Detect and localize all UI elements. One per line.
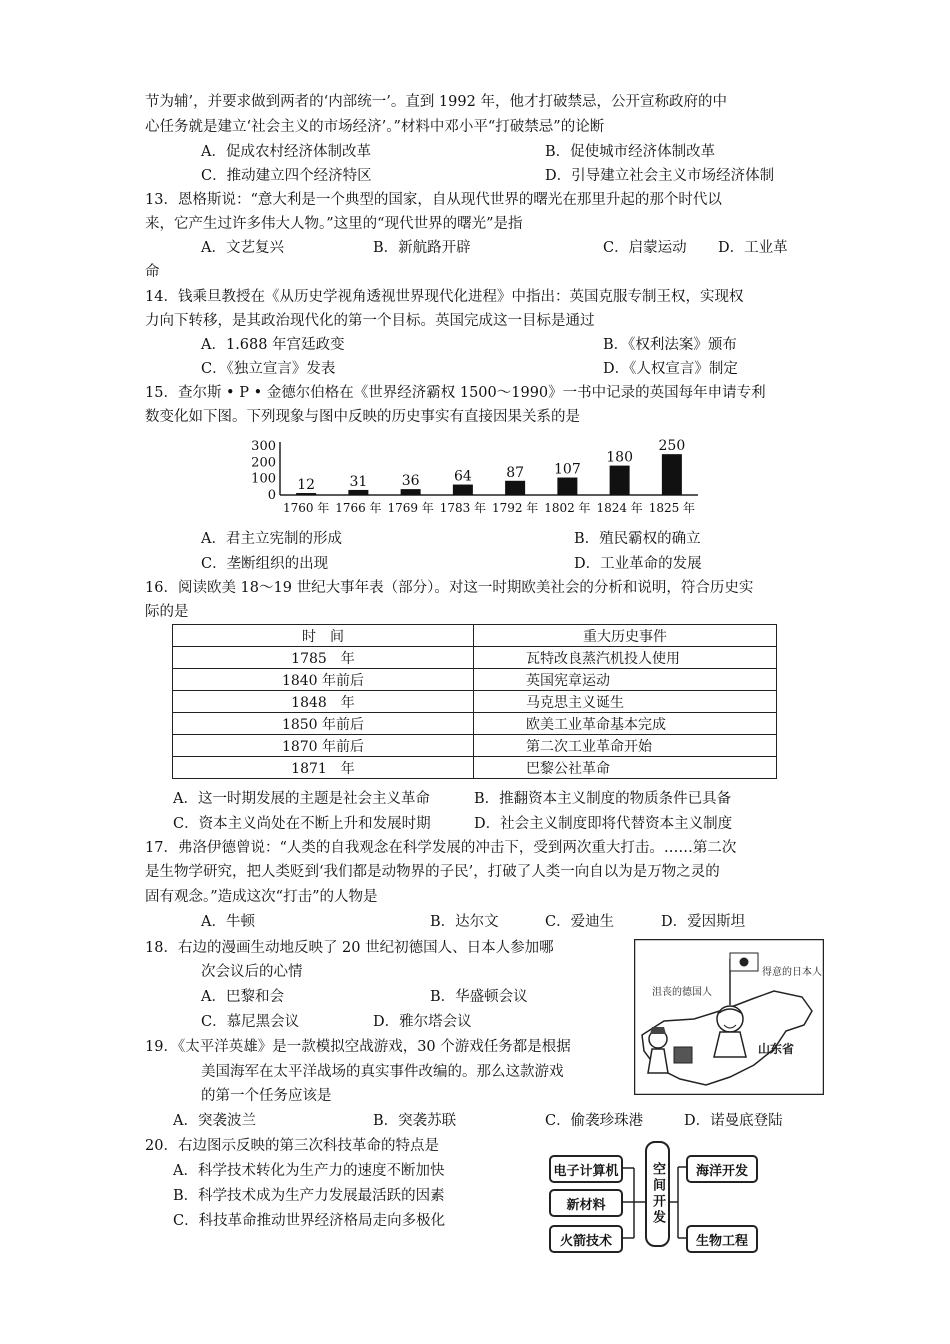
q14-stem: 力向下转移，是其政治现代化的第一个目标。英国完成这一目标是通过 — [145, 313, 595, 329]
q17-stem: 是生物学研究，把人类贬到‘我们都是动物界的子民’，打破了人类一向自以为是万物之灵的 — [145, 864, 720, 880]
q13-stem: 13．恩格斯说：“意大利是一个典型的国家，自从现代世界的曙光在那里升起的那个时代以 — [145, 192, 722, 208]
q20-option-a: A．科学技术转化为生产力的速度不断加快 — [173, 1163, 445, 1179]
box-ocean: 海洋开发 — [686, 1155, 758, 1183]
cell-event: 欧美工业革命基本完成 — [474, 713, 777, 735]
x-tick-label: 1760 年 — [282, 501, 330, 515]
q15-option-c: C．垄断组织的出现 — [201, 556, 329, 572]
q14-option-d: D．《人权宣言》制定 — [603, 361, 738, 377]
box-bio: 生物工程 — [686, 1225, 758, 1253]
q12-option-d: D．引导建立社会主义市场经济体制 — [545, 168, 775, 184]
q19-option-d: D．诺曼底登陆 — [684, 1113, 783, 1129]
q16-stem: 际的是 — [145, 604, 189, 620]
q13-option-b: B．新航路开辟 — [373, 240, 471, 256]
q17-stem: 17．弗洛伊德曾说：“人类的自我观念在科学发展的冲击下，受到两次重大打击。……第二次 — [145, 840, 737, 856]
q15-stem: 15．查尔斯 • P • 金德尔伯格在《世界经济霸权 1500～1990》一书中记录的英国每年申请专利 — [145, 385, 766, 401]
q18-option-a: A．巴黎和会 — [201, 989, 284, 1005]
label-german: 沮丧的德国人 — [652, 987, 712, 998]
cell-event: 第二次工业革命开始 — [474, 735, 777, 757]
data-label: 180 — [606, 449, 633, 466]
bar — [557, 478, 577, 495]
q14-option-b: B．《权利法案》颁布 — [603, 337, 737, 353]
q16-stem: 16．阅读欧美 18～19 世纪大事年表（部分）。对这一时期欧美社会的分析和说明，符合历史实 — [145, 580, 754, 596]
cartoon-image — [634, 939, 824, 1095]
cell-time: 1871 年 — [173, 757, 474, 779]
q15-stem: 数变化如下图。下列现象与图中反映的历史事实有直接因果关系的是 — [145, 409, 580, 425]
header-time: 时 间 — [173, 625, 474, 647]
table-row — [173, 713, 777, 735]
data-label: 64 — [453, 468, 472, 485]
q12-option-b: B．促使城市经济体制改革 — [545, 144, 716, 160]
table-header-row — [173, 625, 777, 647]
cell-time: 1870 年前后 — [173, 735, 474, 757]
cell-event: 马克思主义诞生 — [474, 691, 777, 713]
q12-option-a: A．促成农村经济体制改革 — [201, 144, 371, 160]
events-table — [172, 624, 777, 779]
q18-stem: 18．右边的漫画生动地反映了 20 世纪初德国人、日本人参加哪 — [145, 940, 554, 956]
bar — [610, 466, 630, 495]
q19-option-c: C．偷袭珍珠港 — [545, 1113, 644, 1129]
x-tick-label: 1824 年 — [596, 501, 643, 515]
table-row — [173, 691, 777, 713]
q16-option-c: C．资本主义尚处在不断上升和发展时期 — [173, 816, 431, 832]
q17-option-c: C．爱迪生 — [545, 914, 615, 930]
y-tick-label: 100 — [251, 471, 276, 487]
label-japanese: 得意的日本人 — [762, 967, 822, 978]
q14-option-c: C．《独立宣言》发表 — [201, 361, 336, 377]
x-tick-label: 1766 年 — [335, 501, 382, 515]
bar — [662, 454, 682, 495]
table-row — [173, 647, 777, 669]
y-tick-label: 0 — [267, 488, 276, 503]
cell-time: 1840 年前后 — [173, 669, 474, 691]
q18-option-c: C．慕尼黑会议 — [201, 1014, 300, 1030]
bar — [453, 485, 473, 495]
q16-option-d: D．社会主义制度即将代替资本主义制度 — [474, 816, 733, 832]
data-label: 36 — [401, 473, 420, 490]
q19-stem: 的第一个任务应该是 — [201, 1088, 332, 1104]
data-label: 31 — [349, 473, 368, 490]
table-row — [173, 735, 777, 757]
q17-option-d: D．爱因斯坦 — [661, 914, 746, 930]
bar — [505, 481, 525, 495]
q20-option-b: B．科学技术成为生产力发展最活跃的因素 — [173, 1188, 445, 1204]
box-space: 空间开发 — [645, 1141, 670, 1247]
german-figure-body — [648, 1049, 668, 1073]
q19-stem: 美国海军在太平洋战场的真实事件改编的。那么这款游戏 — [201, 1064, 564, 1080]
q13-option-d: D．工业革 — [718, 240, 788, 256]
bar — [401, 489, 421, 495]
q19-option-a: A．突袭波兰 — [173, 1113, 256, 1129]
q19-option-b: B．突袭苏联 — [373, 1113, 457, 1129]
bar — [348, 490, 368, 495]
text-line: 心任务就是建立‘社会主义的市场经济’。”材料中邓小平“打破禁忌”的论断 — [145, 119, 605, 135]
cell-event: 英国宪章运动 — [474, 669, 777, 691]
bar — [296, 493, 316, 495]
header-event: 重大历史事件 — [474, 625, 777, 647]
q13-option-a: A．文艺复兴 — [201, 240, 284, 256]
data-label: 87 — [506, 464, 525, 481]
y-tick-label: 300 — [251, 439, 276, 454]
x-tick-label: 1783 年 — [439, 501, 487, 515]
patent-bar-chart — [240, 434, 710, 522]
q18-option-b: B．华盛顿会议 — [430, 989, 528, 1005]
q17-option-b: B．达尔文 — [430, 914, 499, 930]
q13-option-c: C．启蒙运动 — [603, 240, 687, 256]
q17-stem: 固有观念。”造成这次“打击”的人物是 — [145, 889, 378, 905]
q18-stem: 次会议后的心情 — [201, 964, 303, 980]
data-label: 107 — [554, 461, 581, 478]
q15-option-a: A．君主立宪制的形成 — [201, 531, 342, 547]
data-label: 12 — [297, 477, 316, 494]
x-tick-label: 1802 年 — [544, 501, 591, 515]
table-row — [173, 757, 777, 779]
cell-time: 1848 年 — [173, 691, 474, 713]
q13-option-d-cont: 命 — [145, 264, 160, 280]
q14-stem: 14．钱乘旦教授在《从历史学视角透视世界现代化进程》中指出：英国克服专制王权，实现权 — [145, 289, 744, 305]
box-materials: 新材料 — [549, 1189, 623, 1217]
japanese-figure-body — [714, 1032, 746, 1057]
text-line: 节为辅’，并要求做到两者的‘内部统一’。直到 1992 年，他才打破禁忌，公开宣称政府的中 — [145, 94, 727, 110]
q20-stem: 20．右边图示反映的第三次科技革命的特点是 — [145, 1138, 439, 1154]
suitcase — [674, 1047, 692, 1063]
q17-option-a: A．牛顿 — [201, 914, 255, 930]
cell-event: 瓦特改良蒸汽机投人使用 — [474, 647, 777, 669]
x-tick-label: 1825 年 — [648, 501, 696, 515]
q13-stem: 来，它产生过许多伟大人物。”这里的“现代世界的曙光”是指 — [145, 216, 523, 232]
q14-option-a: A．1.688 年宫廷政变 — [201, 337, 345, 353]
q16-option-b: B．推翻资本主义制度的物质条件已具备 — [474, 791, 732, 807]
x-tick-label: 1792 年 — [491, 501, 539, 515]
q16-option-a: A．这一时期发展的主题是社会主义革命 — [173, 791, 430, 807]
x-tick-label: 1769 年 — [387, 501, 434, 515]
q20-option-c: C．科技革命推动世界经济格局走向多极化 — [173, 1213, 446, 1229]
q15-option-b: B．殖民霸权的确立 — [574, 531, 701, 547]
cell-time: 1850 年前后 — [173, 713, 474, 735]
q18-option-d: D．雅尔塔会议 — [373, 1014, 472, 1030]
cell-event: 巴黎公社革命 — [474, 757, 777, 779]
box-computer: 电子计算机 — [549, 1155, 623, 1183]
box-rocket: 火箭技术 — [549, 1225, 623, 1253]
cell-time: 1785 年 — [173, 647, 474, 669]
q19-stem: 19．《太平洋英雄》是一款模拟空战游戏，30 个游戏任务都是根据 — [145, 1039, 571, 1055]
y-tick-label: 200 — [251, 455, 276, 471]
table-row — [173, 669, 777, 691]
q12-option-c: C．推动建立四个经济特区 — [201, 168, 372, 184]
data-label: 250 — [658, 438, 686, 455]
q15-option-d: D．工业革命的发展 — [574, 556, 702, 572]
label-province: 山东省 — [758, 1042, 795, 1056]
